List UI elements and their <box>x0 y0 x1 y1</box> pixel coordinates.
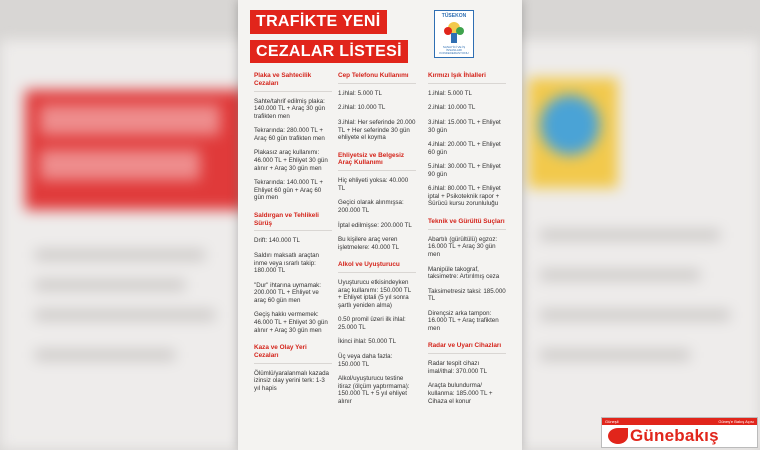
penalty-entry: 2.ihlal: 10.000 TL <box>428 104 476 112</box>
penalty-entry: İptal edilmişse: 200.000 TL <box>338 221 412 229</box>
penalty-entry: Taksimetresiz taksi: 185.000 TL <box>428 287 506 303</box>
penalty-entry: 0.50 promil üzeri ilk ihlal: 25.000 TL <box>338 316 406 331</box>
penalty-entry: Drift: 140.000 TL <box>254 237 300 245</box>
penalty-entry: Ölümlü/yaralanmalı kazada izinsiz olay yerini terk: 1-3 yıl hapis <box>254 369 329 392</box>
section-title: Teknik ve Gürültü Suçları <box>428 218 506 230</box>
penalty-entry: Bu kişilere araç veren işletmelere: 40.000 TL <box>338 236 400 251</box>
penalty-entry: Radar tespit cihazı imal/ithal: 370.000 TL <box>428 360 488 375</box>
section-aggressive-driving <box>254 212 332 334</box>
penalty-entry: 5.ihlal: 30.000 TL + Ehliyet 90 gün <box>428 163 501 178</box>
section-technical-noise <box>428 218 506 332</box>
gunebakis-watermark <box>601 417 758 448</box>
penalty-entry: Manipüle takograf, taksimetre: Artırılmış ceza <box>428 265 500 281</box>
penalty-entry: 3.ihlal: Her seferinde 20.000 TL + Her seferinde 30 gün ehliyete el koyma <box>338 118 416 142</box>
penalty-entry: Uyuşturucu etkisindeyken araç kullanımı: 150.000 TL + Ehliyet iptali (5 yıl sonra şartlı yeniden alma) <box>338 279 411 309</box>
column-3 <box>428 72 506 415</box>
section-alcohol-drugs <box>338 261 416 405</box>
column-1 <box>254 72 332 402</box>
penalty-entry: Üç veya daha fazla: 150.000 TL <box>338 352 393 368</box>
penalty-entry: Alkol/uyuşturucu testine itiraz (ölçüm yaptırmama): 150.000 TL + 5 yıl ehliyet alınır <box>338 375 410 405</box>
penalty-entry: Tekrarında: 280.000 TL + Araç 60 gün trafikten men <box>254 127 325 142</box>
section-title: Plaka ve Sahtecilik Cezaları <box>254 72 332 92</box>
penalty-entry: 2.ihlal: 10.000 TL <box>338 104 386 112</box>
penalty-entry: 6.ihlal: 80.000 TL + Ehliyet iptal + Psikoteknik rapor + Sürücü kursu zorunluluğu <box>428 185 501 208</box>
penalty-entry: 3.ihlal: 15.000 TL + Ehliyet 30 gün <box>428 118 501 134</box>
page-title <box>250 10 408 69</box>
title-line-2: CEZALAR LİSTESİ <box>250 40 408 64</box>
penalty-entry: 4.ihlal: 20.000 TL + Ehliyet 60 gün <box>428 141 501 156</box>
brand-topbar <box>602 418 757 425</box>
section-plate-forgery <box>254 72 332 202</box>
penalty-entry: 1.ihlal: 5.000 TL <box>428 89 472 97</box>
penalty-entry: Geçiş hakkı vermemek: 46.000 TL + Ehliyet 30 gün alınır + Araç 30 gün men <box>254 311 328 334</box>
brand-logo-icon <box>608 428 628 444</box>
section-title: Kaza ve Olay Yeri Cezaları <box>254 344 332 364</box>
section-phone-use <box>338 72 416 142</box>
penalty-entry: Araçta bulundurma/ kullanma: 185.000 TL + Cihaza el konur <box>428 382 493 405</box>
brand-name: Günebakış <box>630 426 719 445</box>
tusekon-logo <box>434 10 474 58</box>
section-red-light <box>428 72 506 208</box>
penalty-entry: Plakasız araç kullanımı: 46.000 TL + Ehliyet 30 gün alınır + Araç 30 gün men <box>254 149 328 172</box>
section-title: Ehliyetsiz ve Belgesiz Araç Kullanımı <box>338 152 416 172</box>
penalty-entry: Dirençsiz arka tampon: 16.000 TL + Araç trafikten men <box>428 309 499 332</box>
penalty-entry: "Dur" ihtarına uymamak: 200.000 TL + Ehliyet ve araç 60 gün men <box>254 281 321 304</box>
section-unlicensed-driving <box>338 152 416 252</box>
logo-subtitle: SANAYİCİ VE İŞ İNSANLARI KONFEDERASYONU <box>439 45 469 55</box>
section-title: Radar ve Uyarı Cihazları <box>428 342 506 354</box>
penalty-entry: 1.ihlal: 5.000 TL <box>338 89 382 97</box>
penalty-entry: Abartılı (gürültülü) egzoz: 16.000 TL + Araç 30 gün men <box>428 235 498 258</box>
title-line-1: TRAFİKTE YENİ <box>250 10 387 34</box>
brand-name-row <box>602 425 757 447</box>
brand-tagline-left: Güneşli <box>605 419 619 424</box>
brand-tagline-right: Güneş'e Bakış Açısı <box>718 419 754 424</box>
section-title: Kırmızı Işık İhlalleri <box>428 72 506 84</box>
logo-name: TÜSEKON <box>441 13 467 19</box>
column-2 <box>338 72 416 415</box>
logo-figure-icon <box>440 19 468 45</box>
section-radar-devices <box>428 342 506 405</box>
penalty-entry: Geçici olarak alınmışsa: 200.000 TL <box>338 199 404 214</box>
penalty-entry: Tekrarında: 140.000 TL + Ehliyet 60 gün + Araç 60 gün men <box>254 179 323 202</box>
section-title: Cep Telefonu Kullanımı <box>338 72 416 84</box>
section-title: Saldırgan ve Tehlikeli Sürüş <box>254 212 332 232</box>
section-title: Alkol ve Uyuşturucu <box>338 261 416 273</box>
penalty-entry: İkinci ihlal: 50.000 TL <box>338 338 397 346</box>
penalty-list-card <box>238 0 522 450</box>
section-accident-scene <box>254 344 332 392</box>
penalty-entry: Saldırı maksatlı araçtan inme veya ısrarlı takip: 180.000 TL <box>254 252 319 275</box>
penalty-entry: Sahte/tahrif edilmiş plaka: 140.000 TL + Araç 30 gün trafikten men <box>254 97 326 120</box>
penalty-entry: Hiç ehliyeti yoksa: 40.000 TL <box>338 177 409 192</box>
